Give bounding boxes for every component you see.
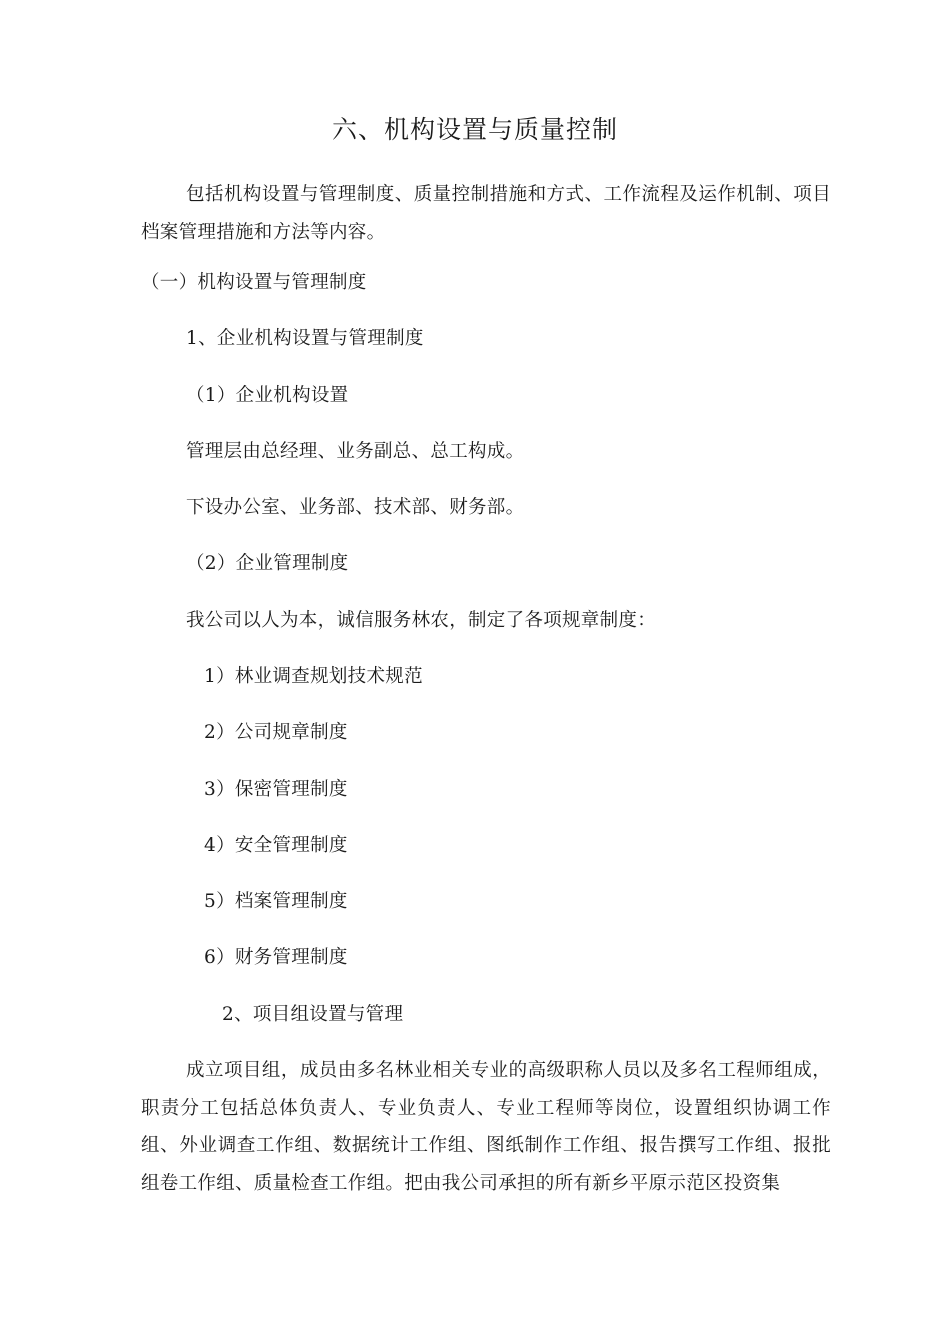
section-heading: （一）机构设置与管理制度 (141, 272, 367, 293)
subsection-heading: （2）企业管理制度 (186, 553, 349, 574)
list-item: 1）林业调查规划技术规范 (204, 666, 423, 687)
list-item: 2）公司规章制度 (204, 722, 348, 743)
list-item: 5）档案管理制度 (204, 891, 348, 912)
subsection-heading: 1、企业机构设置与管理制度 (186, 328, 424, 349)
body-line: 我公司以人为本，诚信服务林农，制定了各项规章制度： (186, 610, 657, 631)
list-item: 6）财务管理制度 (204, 947, 348, 968)
subsection-heading: （1）企业机构设置 (186, 385, 349, 406)
page-title: 六、机构设置与质量控制 (331, 115, 618, 144)
body-line: 管理层由总经理、业务副总、总工构成。 (186, 441, 525, 462)
body-line: 下设办公室、业务部、技术部、财务部。 (186, 497, 525, 518)
subsection-heading: 2、项目组设置与管理 (222, 1004, 404, 1025)
intro-paragraph: 包括机构设置与管理制度、质量控制措施和方式、工作流程及运作机制、项目档案管理措施和方法等内容。 (141, 184, 831, 243)
list-item: 3）保密管理制度 (204, 779, 348, 800)
team-paragraph: 成立项目组，成员由多名林业相关专业的高级职称人员以及多名工程师组成，职责分工包括总体负责人、专业负责人、专业工程师等岗位，设置组织协调工作组、外业调查工作组、数据统计工作组、图纸制作工作组、报告撰写工作组、报批组卷工作组、质量检查工作组。把由我公司承担的所有新乡平原示范区投资集 (141, 1060, 831, 1194)
list-item: 4）安全管理制度 (204, 835, 348, 856)
